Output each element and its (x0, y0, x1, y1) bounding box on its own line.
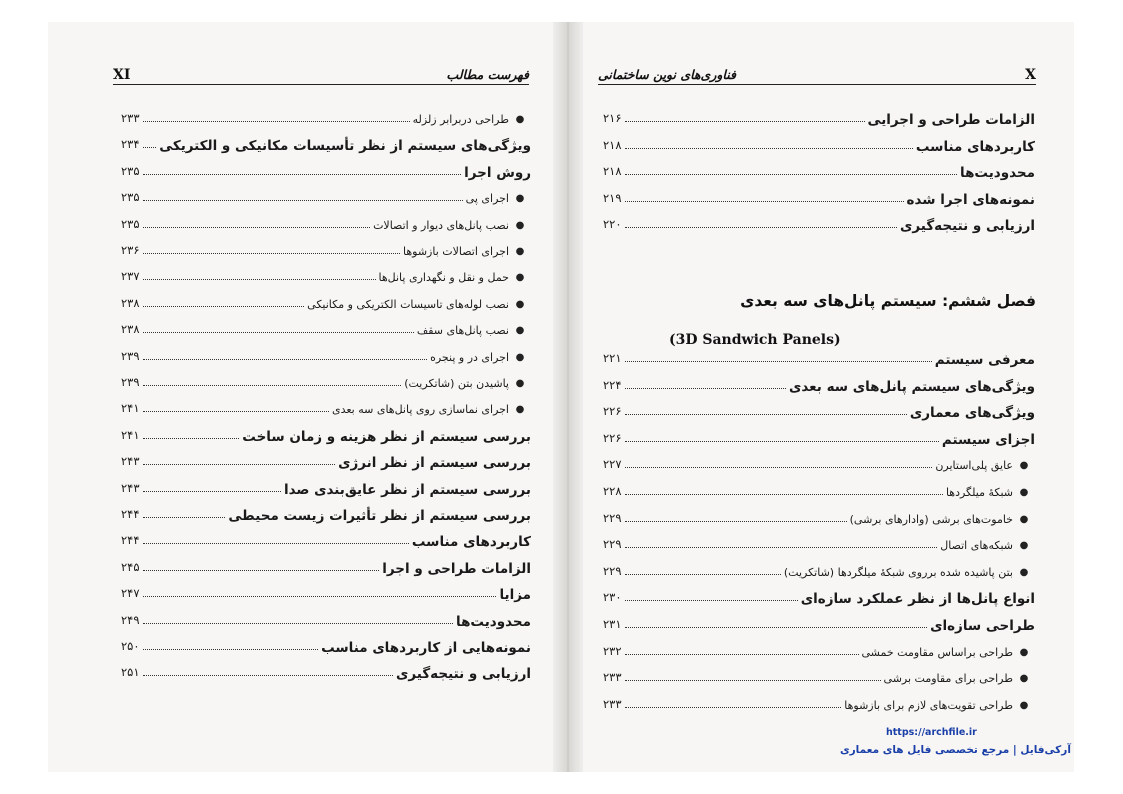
bullet-icon: ● (1019, 646, 1029, 658)
toc-entry (121, 291, 531, 313)
toc-entry (603, 639, 1035, 661)
book-gutter (553, 22, 583, 772)
toc-leader-dots (143, 649, 319, 650)
toc-entry-title: شبکهٔ میلگردها (945, 486, 1013, 499)
toc-entry (121, 185, 531, 207)
toc-entry-page: ۲۳۲ (603, 643, 622, 658)
toc-leader-dots (625, 680, 881, 681)
toc-entry-page: ۲۳۳ (603, 696, 622, 711)
toc-entry (603, 585, 1035, 607)
toc-entry-title: اجرای اتصالات بازشوها (403, 245, 509, 258)
toc-entry-page: ۲۴۱ (121, 427, 140, 442)
toc-leader-dots (625, 361, 932, 362)
toc-leader-dots (625, 388, 786, 389)
toc-entry-page: ۲۳۳ (603, 670, 622, 685)
toc-leader-dots (625, 627, 928, 628)
toc-leader-dots (625, 600, 798, 601)
toc-entry (121, 502, 531, 524)
toc-entry-page: ۲۳۷ (121, 269, 140, 284)
toc-leader-dots (625, 547, 938, 548)
toc-entry-title: شبکه‌های اتصال (940, 539, 1013, 553)
toc-leader-dots (143, 200, 463, 201)
left-page-header (113, 62, 529, 85)
toc-leader-dots (625, 707, 842, 708)
toc-entry (603, 133, 1035, 155)
toc-entry (121, 423, 531, 445)
toc-leader-dots (625, 148, 913, 149)
right-page-number: X (1025, 67, 1036, 83)
toc-entry-title: نصب پانل‌های سقف (416, 324, 509, 338)
bullet-icon: ● (1019, 540, 1029, 552)
toc-entry-title: بررسی سیستم از نظر هزینه و زمان ساخت (242, 428, 531, 445)
toc-entry-page: ۲۴۷ (121, 586, 140, 601)
toc-leader-dots (625, 441, 939, 442)
toc-entry-title: اجرای پی (465, 192, 509, 206)
right-page-header (598, 62, 1036, 85)
toc-entry-page: ۲۳۴ (121, 137, 140, 152)
toc-entry (121, 581, 531, 603)
toc-leader-dots (625, 414, 907, 415)
toc-leader-dots (143, 411, 329, 412)
left-header-title: فهرست مطالب (446, 67, 529, 82)
bullet-icon: ● (515, 351, 525, 363)
toc-leader-dots (625, 121, 865, 122)
toc-entry-title: طراحی سازه‌ای (930, 618, 1035, 634)
toc-entry (603, 373, 1035, 395)
toc-entry-title: اجرای در و پنجره (430, 350, 509, 364)
toc-entry (603, 186, 1035, 208)
bullet-icon: ● (515, 246, 525, 257)
bullet-icon: ● (515, 114, 525, 125)
toc-leader-dots (143, 306, 305, 307)
toc-entry-title: نصب لوله‌های تاسیسات الکتریکی و مکانیکی (307, 297, 509, 311)
toc-entry-page: ۲۳۹ (121, 375, 140, 389)
toc-entry-page: ۲۳۹ (121, 348, 140, 363)
toc-entry-page: ۲۴۴ (121, 533, 140, 548)
toc-entry-page: ۲۴۴ (121, 507, 140, 521)
bullet-icon: ● (515, 378, 525, 389)
toc-leader-dots (143, 359, 428, 360)
bullet-icon: ● (515, 193, 525, 205)
bullet-icon: ● (515, 272, 525, 284)
toc-entry (603, 559, 1035, 581)
toc-entry-title: بررسی سیستم از نظر عایق‌بندی صدا (283, 481, 531, 498)
toc-leader-dots (625, 467, 933, 468)
toc-entry (121, 344, 531, 366)
toc-entry-title: ویژگی‌های سیستم از نظر تأسیسات مکانیکی و الکتریکی (159, 138, 531, 155)
toc-entry (121, 555, 531, 577)
toc-leader-dots (143, 623, 453, 624)
toc-entry-title: الزامات طراحی و اجرا (382, 560, 531, 577)
toc-entry-title: ارزیابی و نتیجه‌گیری (900, 218, 1035, 234)
toc-entry (121, 238, 531, 260)
toc-leader-dots (143, 227, 371, 228)
toc-leader-dots (625, 654, 859, 655)
toc-entry (603, 479, 1035, 501)
toc-entry-page: ۲۳۳ (121, 111, 140, 125)
toc-entry (121, 159, 531, 181)
toc-entry-page: ۲۳۵ (121, 190, 140, 205)
toc-entry-title: محدودیت‌ها (456, 613, 531, 630)
toc-leader-dots (143, 385, 402, 386)
toc-entry-page: ۲۲۶ (603, 430, 622, 445)
toc-entry-title: پاشیدن بتن (شاتکریت) (404, 377, 509, 390)
toc-entry (121, 212, 531, 234)
toc-leader-dots (143, 332, 414, 333)
toc-entry-title: بررسی سیستم از نظر انرژی (338, 455, 531, 472)
toc-leader-dots (143, 174, 462, 175)
bullet-icon: ● (515, 219, 525, 231)
chapter-subtitle: (3D Sandwich Panels) (669, 332, 841, 348)
chapter-title: فصل ششم: سیستم پانل‌های سه بعدی (740, 292, 1036, 310)
toc-entry (603, 399, 1035, 421)
toc-entry-title: کاربردهای مناسب (915, 138, 1035, 155)
toc-entry-page: ۲۴۳ (121, 454, 140, 469)
bullet-icon: ● (1019, 566, 1029, 578)
toc-entry (603, 212, 1035, 234)
bullet-icon: ● (515, 298, 525, 310)
toc-entry-page: ۲۵۱ (121, 665, 140, 680)
toc-leader-dots (625, 521, 847, 522)
toc-entry-title: الزامات طراحی و اجرایی (867, 112, 1035, 128)
toc-entry-page: ۲۳۸ (121, 322, 140, 337)
toc-entry (603, 426, 1035, 448)
toc-entry-page: ۲۳۱ (603, 617, 622, 631)
toc-entry-page: ۲۱۸ (603, 164, 622, 178)
toc-entry-page: ۲۴۱ (121, 401, 140, 416)
toc-entry-title: طراحی دربرابر زلزله (412, 113, 509, 126)
toc-entry (121, 449, 531, 471)
toc-entry-page: ۲۳۸ (121, 295, 140, 310)
toc-entry-title: محدودیت‌ها (960, 165, 1035, 181)
toc-entry-page: ۲۲۹ (603, 510, 622, 525)
toc-entry (121, 264, 531, 286)
toc-entry-title: طراحی برای مقاومت برشی (883, 672, 1013, 686)
toc-entry-title: طراحی براساس مقاومت خمشی (861, 645, 1013, 659)
toc-entry (603, 665, 1035, 687)
toc-entry (603, 106, 1035, 128)
toc-entry-title: خاموت‌های برشی (وادارهای برشی) (849, 512, 1013, 526)
toc-entry-title: بررسی سیستم از نظر تأثیرات زیست محیطی (228, 508, 531, 524)
toc-entry-title: حمل و نقل و نگهداری پانل‌ها (378, 271, 509, 285)
toc-leader-dots (143, 517, 226, 518)
toc-entry-title: انواع پانل‌ها از نظر عملکرد سازه‌ای (800, 591, 1035, 608)
toc-entry-title: معرفی سیستم (934, 352, 1035, 368)
toc-leader-dots (143, 596, 497, 597)
toc-leader-dots (625, 174, 957, 175)
toc-entry-page: ۲۲۴ (603, 377, 622, 392)
right-header-title: فناوری‌های نوین ساختمانی (598, 67, 736, 82)
toc-entry-page: ۲۲۸ (603, 484, 622, 498)
bullet-icon: ● (1019, 673, 1029, 685)
toc-entry-title: ارزیابی و نتیجه‌گیری (396, 666, 531, 683)
toc-entry (121, 317, 531, 339)
toc-entry-title: اجرای نماسازی روی پانل‌های سه بعدی (331, 403, 509, 417)
toc-leader-dots (143, 464, 336, 465)
toc-leader-dots (143, 570, 380, 571)
toc-entry (121, 634, 531, 656)
toc-leader-dots (143, 121, 410, 122)
toc-entry-title: نمونه‌هایی از کاربردهای مناسب (321, 640, 531, 656)
toc-entry-page: ۲۲۹ (603, 563, 622, 578)
watermark-text: آرکی‌فایل | مرجع تخصصی فایل های معماری (840, 744, 1071, 756)
toc-entry (121, 106, 531, 128)
toc-entry-title: کاربردهای مناسب (411, 534, 531, 551)
toc-entry-page: ۲۴۳ (121, 480, 140, 495)
toc-entry-page: ۲۴۹ (121, 612, 140, 627)
toc-entry-page: ۲۲۰ (603, 217, 622, 231)
toc-entry-title: عایق پلی‌استایرن (935, 459, 1013, 473)
toc-entry-title: اجزای سیستم (941, 431, 1035, 448)
toc-leader-dots (143, 543, 409, 544)
toc-leader-dots (143, 438, 240, 439)
toc-leader-dots (625, 574, 781, 575)
toc-entry-page: ۲۳۶ (121, 243, 140, 257)
toc-entry-title: مزایا (499, 587, 531, 604)
toc-entry-title: روش اجرا (464, 164, 531, 181)
toc-entry (603, 506, 1035, 528)
toc-entry (603, 159, 1035, 181)
toc-leader-dots (143, 675, 394, 676)
toc-entry (603, 452, 1035, 474)
toc-entry (603, 692, 1035, 714)
toc-entry-page: ۲۳۵ (121, 216, 140, 231)
toc-entry-page: ۲۲۷ (603, 457, 622, 472)
toc-entry (121, 396, 531, 418)
bullet-icon: ● (1019, 699, 1029, 711)
toc-leader-dots (143, 253, 400, 254)
right-page (583, 22, 1074, 772)
bullet-icon: ● (1019, 460, 1029, 472)
toc-entry-title: نصب پانل‌های دیوار و اتصالات (373, 218, 509, 232)
toc-entry (121, 132, 531, 154)
toc-entry-page: ۲۲۱ (603, 351, 622, 365)
toc-entry (603, 346, 1035, 368)
toc-entry-page: ۲۳۵ (121, 163, 140, 178)
toc-entry-page: ۲۳۰ (603, 590, 622, 605)
toc-entry (121, 608, 531, 630)
left-page-number: XI (113, 67, 131, 83)
toc-entry-page: ۲۱۶ (603, 111, 622, 125)
toc-entry-page: ۲۱۹ (603, 190, 622, 205)
toc-entry-page: ۲۵۰ (121, 639, 140, 653)
toc-entry-title: ویژگی‌های سیستم پانل‌های سه بعدی (789, 378, 1035, 395)
watermark-url: https://archfile.ir (886, 727, 977, 738)
toc-entry (121, 370, 531, 392)
toc-entry (121, 476, 531, 498)
toc-entry-page: ۲۴۵ (121, 559, 140, 574)
toc-leader-dots (625, 227, 898, 228)
left-page (48, 22, 553, 772)
toc-entry-title: طراحی تقویت‌های لازم برای بازشوها (844, 698, 1013, 712)
toc-entry (603, 532, 1035, 554)
toc-entry-title: نمونه‌های اجرا شده (906, 191, 1035, 208)
toc-entry (603, 612, 1035, 634)
book-spread (48, 22, 1074, 772)
toc-entry (121, 528, 531, 550)
toc-entry-title: بتن پاشیده شده برروی شبکهٔ میلگردها (شاتکریت) (783, 565, 1013, 579)
toc-entry-page: ۲۲۶ (603, 404, 622, 419)
bullet-icon: ● (1019, 487, 1029, 498)
toc-leader-dots (143, 491, 281, 492)
toc-leader-dots (625, 494, 943, 495)
toc-leader-dots (143, 147, 157, 148)
toc-leader-dots (625, 201, 904, 202)
toc-entry-page: ۲۲۹ (603, 537, 622, 552)
toc-entry-title: ویژگی‌های معماری (909, 405, 1035, 422)
bullet-icon: ● (515, 325, 525, 337)
toc-entry (121, 660, 531, 682)
bullet-icon: ● (1019, 513, 1029, 525)
toc-entry-page: ۲۱۸ (603, 137, 622, 152)
toc-leader-dots (143, 279, 376, 280)
bullet-icon: ● (515, 404, 525, 416)
